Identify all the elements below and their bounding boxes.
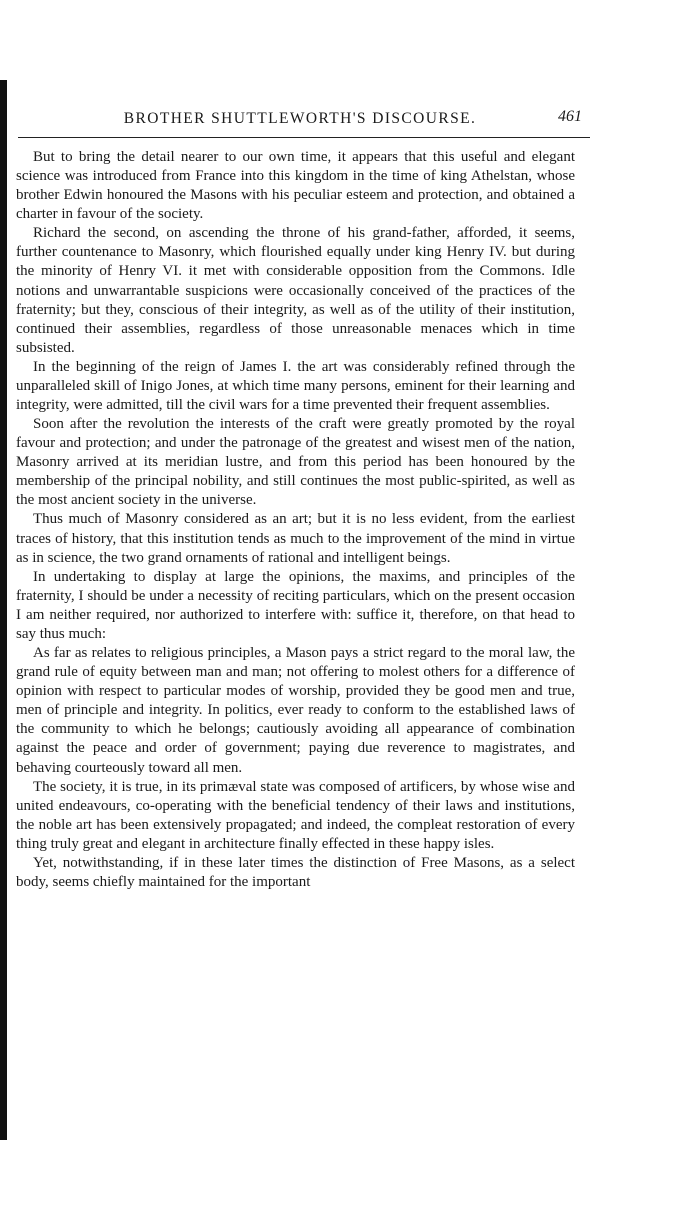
paragraph: In undertaking to display at large the opinions, the maxims, and principles of the fraternity, I should be under a necessity of reciting particulars, which on the present occasion I am neither required, nor authorized to interfere with: suffice it, therefore, on that head to say thus much: [16,568,575,642]
paragraph: As far as relates to religious principles, a Mason pays a strict regard to the moral law, the grand rule of equity between man and man; not offering to molest others for a difference of opinion with respect to particular modes of worship, provided they be good men and true, men of principle and integrity. In politics, ever ready to conform to the established laws of the community to which he belongs; cautiously avoiding all appearance of combination against the peace and order of government; paying due reverence to magistrates, and behaving courteously toward all men. [16,645,575,776]
body-text [16,148,575,892]
running-head [20,110,580,132]
paragraph: In the beginning of the reign of James I. the art was considerably refined through the unparalleled skill of Inigo Jones, at which time many persons, eminent for their learning and integrity, were admitted, till the civil wars for a time prevented their frequent assemblies. [16,358,575,414]
paragraph: Richard the second, on ascending the throne of his grand-father, afforded, it seems, further countenance to Masonry, which flourished equally under king Henry IV. but during the minority of Henry VI. it met with considerable opposition from the Commons. Idle notions and unwarrantable suspicions were occasionally conceived of the practices of the fraternity; but they, conscious of their integrity, as well as of the utility of their institution, continued their assemblies, regardless of those unreasonable menaces which in time subsisted. [16,225,575,356]
paragraph: Soon after the revolution the interests of the craft were greatly promoted by the royal favour and protection; and under the patronage of the greatest and wisest men of the nation, Masonry arrived at its meridian lustre, and from this period has been honoured by the membership of the principal nobility, and still continues the most public-spirited, as well as the most ancient society in the universe. [16,416,575,509]
header-rule [18,137,590,138]
page-binding-edge [0,80,7,1140]
page-title: BROTHER SHUTTLEWORTH'S DISCOURSE. [123,110,477,127]
paragraph: Thus much of Masonry considered as an art; but it is no less evident, from the earliest traces of history, that this institution tends as much to the improvement of the mind in virtue as in science, the two grand ornaments of rational and intelligent beings. [16,511,575,566]
paragraph: But to bring the detail nearer to our own time, it appears that this useful and elegant science was introduced from France into this kingdom in the time of king Athelstan, whose brother Edwin honoured the Masons with his peculiar esteem and protection, and obtained a charter in favour of the society. [16,149,575,223]
paragraph: The society, it is true, in its primæval state was composed of artificers, by whose wise and united endeavours, co-operating with the beneficial tendency of their laws and institutions, the noble art has been extensively propagated; and indeed, the compleat restoration of every thing truly great and elegant in architecture finally effected in these happy isles. [16,778,575,852]
page-number: 461 [558,108,582,125]
paragraph: Yet, notwithstanding, if in these later times the distinction of Free Masons, as a select body, seems chiefly maintained for the important [16,854,575,890]
